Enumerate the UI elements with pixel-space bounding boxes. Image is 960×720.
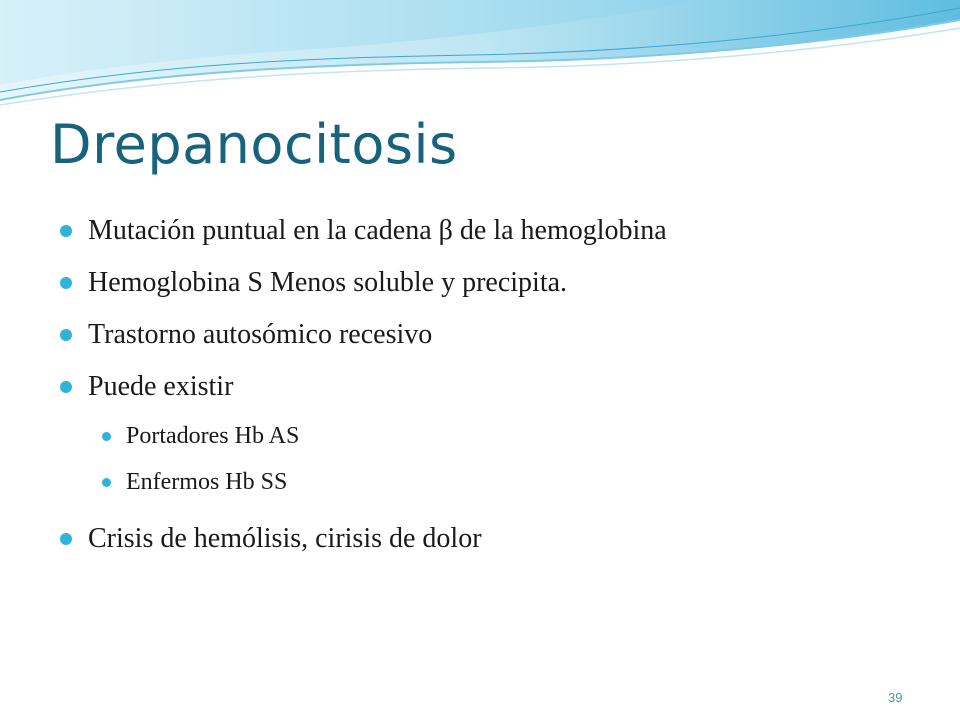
- bullet-item-crisis: [60, 513, 920, 565]
- bullet-list: [60, 205, 920, 565]
- header-wave-decoration: [0, 0, 960, 120]
- bullet-text: Mutación puntual en la cadena β de la hemoglobina: [88, 215, 667, 246]
- page-number: 39: [888, 690, 903, 705]
- sub-bullet-item-carriers: [102, 413, 920, 459]
- list-spacer: [60, 505, 920, 513]
- bullet-item-may-exist: [60, 361, 920, 413]
- bullet-item-hemoglobin-s: [60, 257, 920, 309]
- bullet-text: Hemoglobina S Menos soluble y precipita.: [88, 267, 568, 298]
- bullet-marker-icon: [60, 277, 72, 289]
- slide-title: Drepanocitosis: [50, 113, 458, 176]
- bullet-text: Trastorno autosómico recesivo: [88, 319, 433, 350]
- sub-bullet-item-patients: [102, 459, 920, 505]
- bullet-item-disorder: [60, 309, 920, 361]
- bullet-marker-icon: [60, 225, 72, 237]
- sub-bullet-text: Portadores Hb AS: [126, 423, 300, 449]
- bullet-marker-icon: [60, 533, 72, 545]
- bullet-text: Puede existir: [88, 371, 234, 402]
- sub-bullet-text: Enfermos Hb SS: [126, 469, 288, 495]
- bullet-marker-icon: [60, 381, 72, 393]
- sub-bullet-marker-icon: [102, 478, 111, 487]
- sub-bullet-marker-icon: [102, 432, 111, 441]
- bullet-marker-icon: [60, 329, 72, 341]
- bullet-item-mutation: [60, 205, 920, 257]
- bullet-text: Crisis de hemólisis, cirisis de dolor: [88, 523, 482, 554]
